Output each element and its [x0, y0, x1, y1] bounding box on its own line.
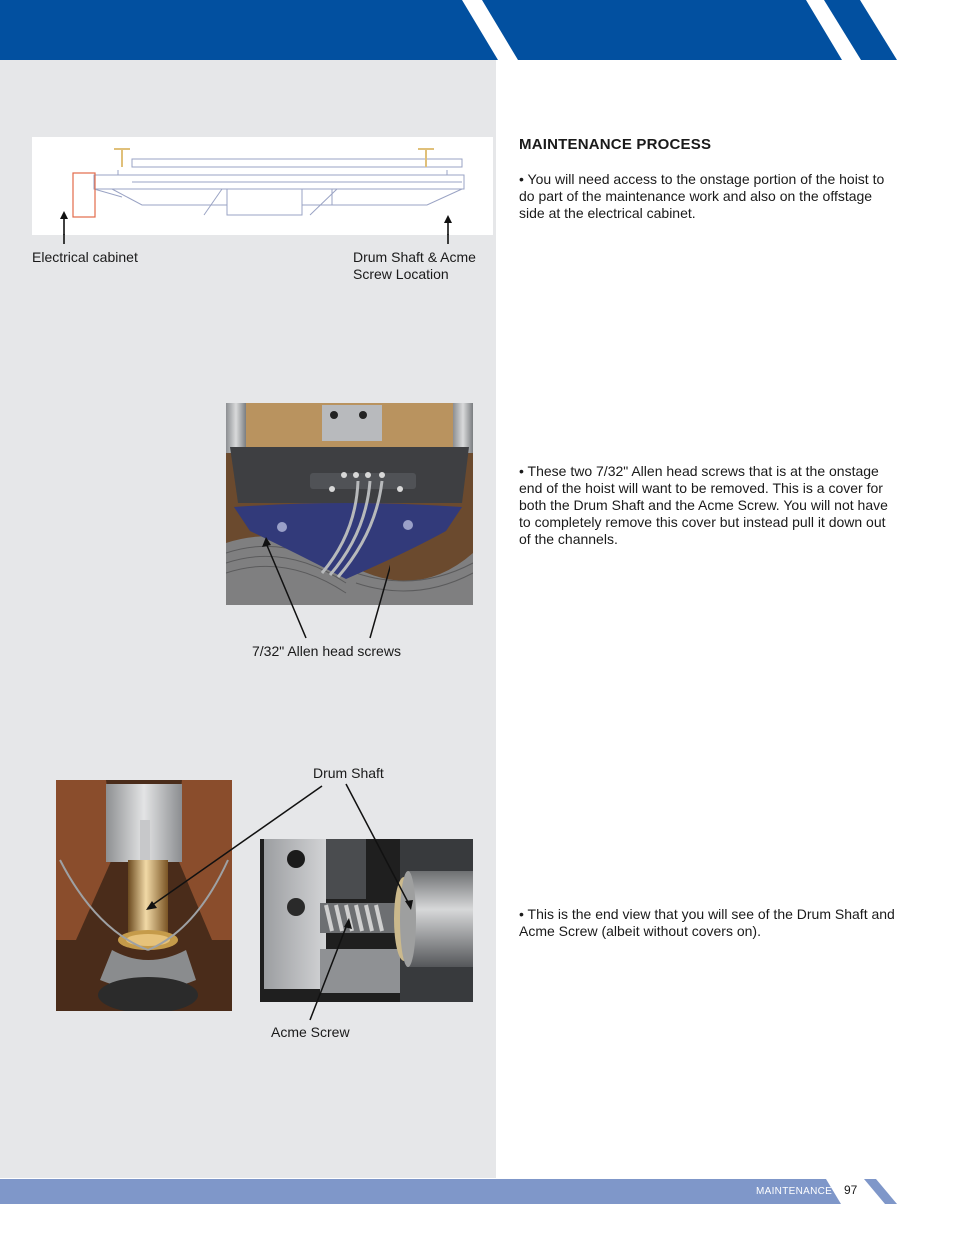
paragraph-access: • You will need access to the onstage portion of the hoist to do part of the maintenance work and also on the offstage side at the electrical cabinet. — [519, 171, 885, 221]
footer-section-label: MAINTENANCE — [756, 1186, 833, 1197]
section-title: MAINTENANCE PROCESS — [519, 136, 712, 153]
page-number: 97 — [844, 1183, 858, 1197]
paragraph-allen-screws: • These two 7/32" Allen head screws that is at the onstage end of the hoist will want to be removed. This is a cover for both the Drum Shaft and the Acme Screw. You will not have to completely remove this cover but instead pull it down out of the channels. — [519, 463, 888, 547]
label-electrical-cabinet: Electrical cabinet — [32, 249, 138, 265]
arrow-line-right — [444, 234, 452, 244]
callout-lines-shaft — [56, 780, 476, 1024]
hoist-diagram — [32, 137, 493, 235]
paragraph-end-view: • This is the end view that you will see of the Drum Shaft and Acme Screw (albeit without covers on). — [519, 906, 895, 939]
label-acme-screw: Acme Screw — [271, 1024, 350, 1040]
header-band — [0, 0, 954, 62]
callout-lines-allen-screws — [260, 535, 390, 640]
label-drum-shaft: Drum Shaft — [313, 765, 384, 781]
label-drum-shaft-location-line2: Screw Location — [353, 266, 449, 282]
label-allen-head-screws: 7/32" Allen head screws — [252, 643, 401, 659]
label-drum-shaft-location-line1: Drum Shaft & Acme — [353, 249, 476, 265]
arrow-line-left — [60, 234, 68, 244]
